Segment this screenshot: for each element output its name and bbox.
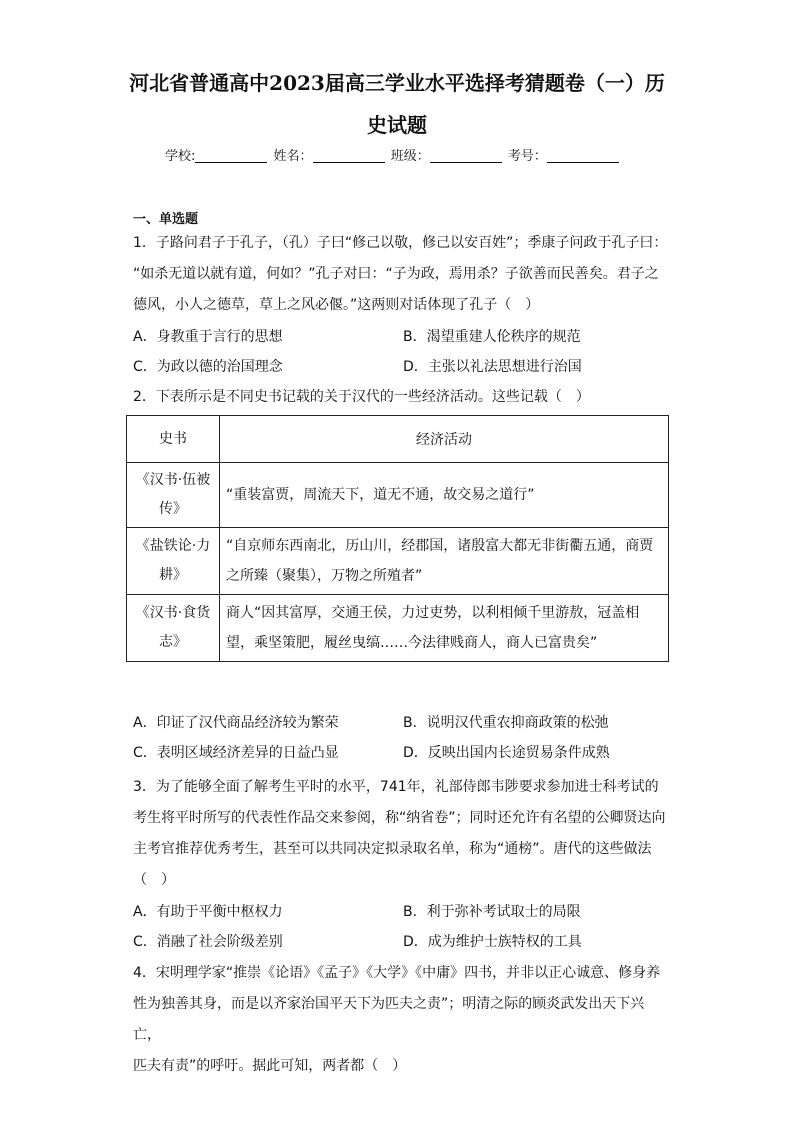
option-b[interactable]: B．渴望重建人伦秩序的规范 [403, 329, 581, 345]
number-label: 考号： [507, 149, 547, 164]
economy-table [126, 415, 669, 662]
exam-title-line1: 河北省普通高中2023届高三学业水平选择考猜题卷（一）历 [129, 71, 665, 95]
table-header-row [127, 416, 669, 463]
option-c[interactable]: C．消融了社会阶级差别 [133, 934, 283, 950]
number-field[interactable] [547, 148, 619, 163]
table-cell-book: 《汉书·伍被传》 [127, 463, 220, 528]
option-a[interactable]: A．印证了汉代商品经济较为繁荣 [133, 715, 339, 731]
question-1-options [133, 322, 673, 382]
stem-line: 4．宋明理学家“推崇《论语》《孟子》《大学》《中庸》四书，并非以正心诚意、修身养 [133, 965, 661, 981]
school-label: 学校: [165, 149, 196, 164]
stem-line: 德风，小人之德草，草上之风必偃。”这两则对话体现了孔子（ ） [133, 297, 540, 313]
student-info [165, 145, 645, 164]
table-cell-activity: “自京师东西南北，历山川，经郡国，诸殷富大都无非街衢五通，商贾之所臻（聚集），万物之所殖者” [220, 528, 669, 595]
stem-line: 考生将平时所写的代表性作品交来参阅，称“纳省卷”；同时还允许有名望的公卿贤达向 [133, 810, 666, 826]
section-title: 一、单选题 [133, 212, 199, 227]
question-1-stem [133, 228, 669, 321]
table-cell-activity: 商人“因其富厚，交通王侯，力过吏势，以利相倾千里游敖，冠盖相望，乘坚策肥，履丝曳缟……今法律贱商人，商人已富贵矣” [220, 595, 669, 662]
question-3-stem [133, 772, 669, 896]
class-field[interactable] [430, 148, 502, 163]
school-field[interactable] [195, 148, 267, 163]
option-c[interactable]: C．为政以德的治国理念 [133, 359, 283, 375]
exam-title-line2: 史试题 [367, 113, 427, 137]
class-label: 班级： [390, 149, 430, 164]
option-a[interactable]: A．有助于平衡中枢权力 [133, 904, 283, 920]
question-2-stem [133, 382, 669, 413]
option-b[interactable]: B．说明汉代重农抑商政策的松弛 [403, 715, 609, 731]
table-row [127, 528, 669, 595]
name-label: 姓名： [273, 149, 313, 164]
option-d[interactable]: D．反映出国内长途贸易条件成熟 [403, 745, 610, 761]
question-2-options [133, 708, 673, 768]
name-field[interactable] [313, 148, 385, 163]
question-3-options [133, 897, 673, 957]
stem-line: 匹夫有责”的呼吁。据此可知，两者都（ ） [133, 1058, 407, 1074]
table-header-activity: 经济活动 [220, 416, 669, 463]
table-header-book: 史书 [127, 416, 220, 463]
table-cell-book: 《盐铁论·力耕》 [127, 528, 220, 595]
option-a[interactable]: A．身教重于言行的思想 [133, 329, 283, 345]
stem-line: 1．子路问君子于孔子，（孔）子曰“修己以敬，修己以安百姓”；季康子问政于孔子曰： [133, 235, 668, 251]
option-d[interactable]: D．成为维护士族特权的工具 [403, 934, 582, 950]
option-b[interactable]: B．利于弥补考试取士的局限 [403, 904, 581, 920]
table-cell-activity: “重装富贾，周流天下，道无不通，故交易之道行” [220, 463, 669, 528]
stem-line: （ ） [133, 872, 175, 888]
table-cell-book: 《汉书·食货志》 [127, 595, 220, 662]
table-row [127, 595, 669, 662]
table-row [127, 463, 669, 528]
option-c[interactable]: C．表明区域经济差异的日益凸显 [133, 745, 339, 761]
stem-line: 主考官推荐优秀考生，甚至可以共同决定拟录取名单，称为“通榜”。唐代的这些做法 [133, 841, 652, 857]
stem-line: 性为独善其身，而是以齐家治国平天下为匹夫之责”；明清之际的顾炎武发出天下兴亡， [133, 996, 645, 1043]
question-4-stem [133, 958, 669, 1082]
stem-line: 3．为了能够全面了解考生平时的水平，741年，礼部侍郎韦陟要求参加进士科考试的 [133, 779, 659, 795]
option-d[interactable]: D．主张以礼法思想进行治国 [403, 359, 582, 375]
exam-title [100, 62, 694, 146]
stem-line: 2．下表所示是不同史书记载的关于汉代的一些经济活动。这些记载（ ） [133, 389, 590, 405]
stem-line: “如杀无道以就有道，何如？”孔子对曰：“子为政，焉用杀？子欲善而民善矣。君子之 [133, 266, 659, 282]
